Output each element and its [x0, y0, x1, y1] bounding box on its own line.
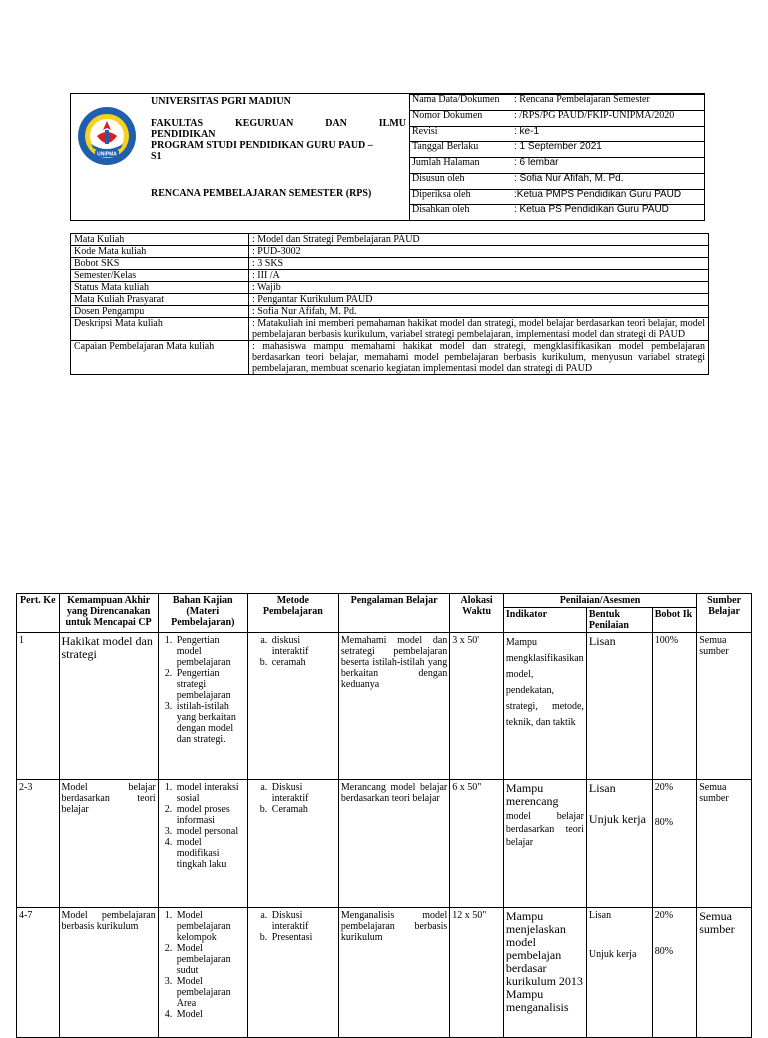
- cell-metode: [247, 780, 338, 908]
- info-value: : Wajib: [249, 282, 709, 294]
- col-header-bahan: Bahan Kajian (Materi Pembelajaran): [158, 594, 247, 633]
- col-header-kemampuan: Kemampuan Akhir yang Direncanakan untuk Mencapai CP: [59, 594, 158, 633]
- info-row: [71, 294, 709, 306]
- bobot-item: 20%: [654, 782, 674, 793]
- cell-indikator: Mampu menjelaskan model pembelajan berdasar kurikulum 2013 Mampu menganalisis: [503, 908, 586, 1038]
- institution-block: [151, 94, 406, 199]
- cell-pert: 1: [17, 633, 60, 780]
- cell-alokasi: 3 x 50': [450, 633, 504, 780]
- table-row: [17, 633, 752, 780]
- info-value: : PUD-3002: [249, 246, 709, 258]
- info-value: : Sofia Nur Afifah, M. Pd.: [249, 306, 709, 318]
- list-item: b. Presentasi: [270, 932, 336, 943]
- col-header-indikator: Indikator: [503, 608, 586, 633]
- table-row: [17, 908, 752, 1038]
- info-key: Kode Mata kuliah: [71, 246, 249, 258]
- list-item: 2. Pengertian strategi pembelajaran: [175, 668, 245, 701]
- cell-kemampuan: Model belajar berdasarkan teori belajar: [59, 780, 158, 908]
- meta-key: Disusun oleh: [410, 173, 513, 189]
- meta-value: : /RPS/PG PAUD/FKIP-UNIPMA/2020: [512, 110, 705, 126]
- meta-value: : Sofia Nur Afifah, M. Pd.: [512, 173, 705, 189]
- list-item: 2. model proses informasi: [175, 804, 245, 826]
- logo-label: UNIPMA: [97, 151, 117, 158]
- list-item: a. Diskusi interaktif: [270, 910, 336, 932]
- meta-row: [410, 158, 705, 174]
- cell-pengalaman: Memahami model dan setrategi pembelajaran beserta istilah-istilah yang berkaitan dengan keduanya: [338, 633, 449, 780]
- cell-sumber: Semua sumber: [697, 908, 752, 1038]
- document-title: RENCANA PEMBELAJARAN SEMESTER (RPS): [151, 188, 372, 199]
- info-key: Dosen Pengampu: [71, 306, 249, 318]
- col-header-pengalaman: Pengalaman Belajar: [338, 594, 449, 633]
- learning-plan-table: [16, 593, 752, 1038]
- info-key: Mata Kuliah Prasyarat: [71, 294, 249, 306]
- list-item: a. Diskusi interaktif: [270, 782, 336, 804]
- info-row: [71, 341, 709, 375]
- cell-indikator: Mampu mengklasifikasikan model, pendekatan, strategi, metode, teknik, dan taktik: [503, 633, 586, 780]
- col-header-sumber: Sumber Belajar: [697, 594, 752, 633]
- cell-sumber: Semua sumber: [697, 780, 752, 908]
- university-name: UNIVERSITAS PGRI MADIUN: [151, 96, 291, 107]
- list-item: 3. istilah-istilah yang berkaitan dengan model dan strategi.: [175, 701, 245, 745]
- col-header-metode: Metode Pembelajaran: [247, 594, 338, 633]
- program-name: PROGRAM STUDI PENDIDIKAN GURU PAUD –: [151, 140, 373, 151]
- info-key: Deskripsi Mata kuliah: [71, 318, 249, 341]
- document-header: [70, 93, 705, 221]
- meta-row: [410, 205, 705, 221]
- cell-bobot: [652, 908, 697, 1038]
- cell-alokasi: 12 x 50": [450, 908, 504, 1038]
- info-row: [71, 318, 709, 341]
- list-item: b. Ceramah: [270, 804, 336, 815]
- cell-indikator: [503, 780, 586, 908]
- meta-value: : Ketua PS Pendidikan Guru PAUD: [512, 205, 705, 221]
- cell-bentuk: [586, 780, 652, 908]
- list-item: 2. Model pembelajaran sudut: [175, 943, 245, 976]
- meta-key: Jumlah Halaman: [410, 158, 513, 174]
- info-value: : 3 SKS: [249, 258, 709, 270]
- meta-row: [410, 95, 705, 111]
- cell-bobot: [652, 780, 697, 908]
- info-row: [71, 234, 709, 246]
- info-key: Capaian Pembelajaran Mata kuliah: [71, 341, 249, 375]
- cell-metode: [247, 633, 338, 780]
- bentuk-item: Unjuk kerja: [588, 949, 637, 960]
- cell-kemampuan: Hakikat model dan strategi: [59, 633, 158, 780]
- meta-key: Tanggal Berlaku: [410, 142, 513, 158]
- info-value: : mahasiswa mampu memahami hakikat model dan strategi, mengklasifikasikan model pembelajaran berdasarkan teori belajar, memahami model pembelajaran berbasis kurikulum, menyusun variabel strategi pembelajaran, membuat scenario kegiatan implementasi model dan strategi di PAUD: [249, 341, 709, 375]
- meta-value: : 6 lembar: [512, 158, 705, 174]
- meta-row: [410, 126, 705, 142]
- faculty-name: FAKULTAS KEGURUAN DAN ILMU: [151, 118, 406, 129]
- list-item: a. diskusi interaktif: [270, 635, 336, 657]
- meta-value: : Rencana Pembelajaran Semester: [512, 95, 705, 111]
- col-header-pert: Pert. Ke: [17, 594, 60, 633]
- col-header-bentuk: Bentuk Penilaian: [586, 608, 652, 633]
- list-item: 1. Pengertian model pembelajaran: [175, 635, 245, 668]
- info-value: : Matakuliah ini memberi pemahaman hakikat model dan strategi, model belajar berdasarkan teori belajar, model pembelajaran berbasis kurikulum, variabel strategi pembelajaran, implementasi model dan strategi di PAUD: [249, 318, 709, 341]
- info-row: [71, 282, 709, 294]
- table-row: [17, 780, 752, 908]
- list-item: 3. Model pembelajaran Area: [175, 976, 245, 1009]
- cell-bentuk: Lisan: [586, 633, 652, 780]
- cell-pert: 4-7: [17, 908, 60, 1038]
- cell-pengalaman: Menganalisis model pembelajaran berbasis kurikulum: [338, 908, 449, 1038]
- info-key: Semester/Kelas: [71, 270, 249, 282]
- meta-key: Revisi: [410, 126, 513, 142]
- col-header-bobot: Bobot Ik: [652, 608, 697, 633]
- cell-bahan: [158, 908, 247, 1038]
- list-item: 4. Model: [175, 1009, 245, 1020]
- cell-sumber: Semua sumber: [697, 633, 752, 780]
- bobot-item: 80%: [654, 946, 674, 957]
- cell-pert: 2-3: [17, 780, 60, 908]
- indikator-lead: Mampu merencang: [505, 781, 559, 808]
- faculty-name-cont: PENDIDIKAN: [151, 129, 216, 140]
- list-item: 4. model modifikasi tingkah laku: [175, 837, 245, 870]
- bobot-item: 20%: [654, 910, 674, 921]
- list-item: 1. model interaksi sosial: [175, 782, 245, 804]
- info-key: Mata Kuliah: [71, 234, 249, 246]
- cell-bobot: 100%: [652, 633, 697, 780]
- meta-row: [410, 142, 705, 158]
- meta-row: [410, 110, 705, 126]
- info-row: [71, 270, 709, 282]
- list-item: 1. Model pembelajaran kelompok: [175, 910, 245, 943]
- meta-row: [410, 189, 705, 205]
- list-item: b. ceramah: [270, 657, 336, 668]
- cell-pengalaman: Merancang model belajar berdasarkan teori belajar: [338, 780, 449, 908]
- meta-key: Diperiksa oleh: [410, 189, 513, 205]
- info-row: [71, 306, 709, 318]
- cell-bahan: [158, 780, 247, 908]
- bentuk-item: Unjuk kerja: [588, 812, 646, 826]
- bentuk-item: Lisan: [588, 781, 616, 795]
- info-row: [71, 258, 709, 270]
- info-value: : Model dan Strategi Pembelajaran PAUD: [249, 234, 709, 246]
- cell-metode: [247, 908, 338, 1038]
- col-header-alokasi: Alokasi Waktu: [450, 594, 504, 633]
- meta-key: Nomor Dokumen: [410, 110, 513, 126]
- col-header-penilaian: Penilaian/Asesmen: [503, 594, 696, 608]
- document-meta: [409, 94, 705, 221]
- meta-value: : 1 September 2021: [512, 142, 705, 158]
- info-value: : III /A: [249, 270, 709, 282]
- university-logo-icon: [77, 106, 137, 166]
- cell-bentuk: [586, 908, 652, 1038]
- meta-key: Nama Data/Dokumen: [410, 95, 513, 111]
- meta-value: :Ketua PMPS Pendidikan Guru PAUD: [512, 189, 705, 205]
- list-item: 3. model personal: [175, 826, 245, 837]
- bentuk-item: Lisan: [588, 910, 612, 921]
- meta-key: Disahkan oleh: [410, 205, 513, 221]
- info-value: : Pengantar Kurikulum PAUD: [249, 294, 709, 306]
- cell-kemampuan: Model pembelajaran berbasis kurikulum: [59, 908, 158, 1038]
- meta-value: : ke-1: [512, 126, 705, 142]
- meta-row: [410, 173, 705, 189]
- info-key: Status Mata kuliah: [71, 282, 249, 294]
- program-name-cont: S1: [151, 151, 162, 162]
- course-info-table: [70, 233, 709, 375]
- cell-alokasi: 6 x 50": [450, 780, 504, 908]
- cell-bahan: [158, 633, 247, 780]
- indikator-text: model belajar berdasarkan teori belajar: [505, 811, 584, 848]
- info-row: [71, 246, 709, 258]
- header-row: [17, 594, 752, 608]
- info-key: Bobot SKS: [71, 258, 249, 270]
- bobot-item: 80%: [654, 817, 674, 828]
